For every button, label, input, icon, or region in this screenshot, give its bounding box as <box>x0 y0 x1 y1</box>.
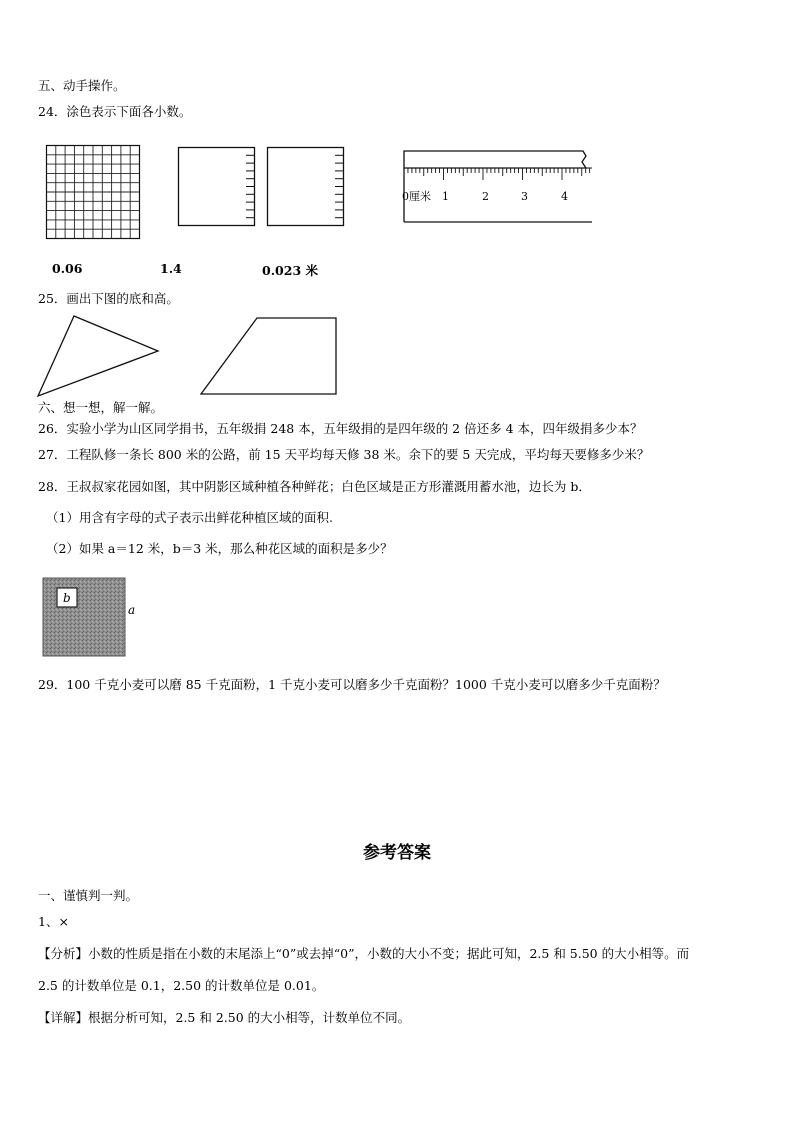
section6-heading: 六、想一想，解一解。 <box>38 400 164 415</box>
question-28-part2: （2）如果 a＝12 米，b＝3 米，那么种花区域的面积是多少？ <box>46 541 393 556</box>
figure-label-a: a <box>128 603 136 617</box>
ruler-unit-label: 0厘米 <box>402 190 431 203</box>
ruler-tick-label-3: 3 <box>521 190 528 203</box>
flower-area-shaded <box>43 578 125 656</box>
question-28-part1: （1）用含有字母的式子表示出鲜花种植区域的面积. <box>46 510 333 525</box>
ruler-tick-label-4: 4 <box>561 190 568 203</box>
hundred-grid-figure <box>46 145 140 239</box>
figure-label-b: b <box>63 591 71 605</box>
question-26: 26．实验小学为山区同学捐书，五年级捐 248 本，五年级捐的是四年级的 2 倍还多 4 本，四年级捐多少本？ <box>38 421 643 436</box>
ruler-tick-label-2: 2 <box>482 190 489 203</box>
tenths-square-2 <box>267 147 345 227</box>
triangle-figure <box>36 314 161 398</box>
ruler-tick-label-1: 1 <box>442 190 449 203</box>
answer-detail: 【详解】根据分析可知，2.5 和 2.50 的大小相等，计数单位不同。 <box>38 1010 411 1025</box>
answer-analysis-line1: 【分析】小数的性质是指在小数的末尾添上“0”或去掉“0”，小数的大小不变；据此可知，2.5 和 5.50 的大小相等。而 <box>38 946 690 961</box>
answers-title: 参考答案 <box>363 843 431 863</box>
garden-figure <box>42 576 142 658</box>
label-0-06: 0.06 <box>52 261 83 276</box>
question-24: 24．涂色表示下面各小数。 <box>38 104 192 119</box>
trapezoid-figure <box>199 316 339 396</box>
tenths-square-1 <box>178 147 256 227</box>
question-27: 27．工程队修一条长 800 米的公路，前 15 天平均每天修 38 米。余下的要 5 天完成，平均每天要修多少米？ <box>38 447 650 462</box>
label-0-023m: 0.023 米 <box>262 263 318 278</box>
ruler-figure <box>400 148 594 226</box>
question-28: 28．王叔叔家花园如图，其中阴影区域种植各种鲜花；白色区域是正方形灌溉用蓄水池，边长为 b． <box>38 479 591 494</box>
answers-section1-heading: 一、谨慎判一判。 <box>38 888 139 903</box>
answer-item-1: 1、× <box>38 914 69 929</box>
answer-analysis-line2: 2.5 的计数单位是 0.1，2.50 的计数单位是 0.01。 <box>38 978 325 993</box>
question-29: 29．100 千克小麦可以磨 85 千克面粉，1 千克小麦可以磨多少千克面粉？1000 千克小麦可以磨多少千克面粉？ <box>38 677 666 692</box>
question-25: 25．画出下图的底和高。 <box>38 291 179 306</box>
section5-heading: 五、动手操作。 <box>38 78 126 93</box>
label-1-4: 1.4 <box>160 261 182 276</box>
